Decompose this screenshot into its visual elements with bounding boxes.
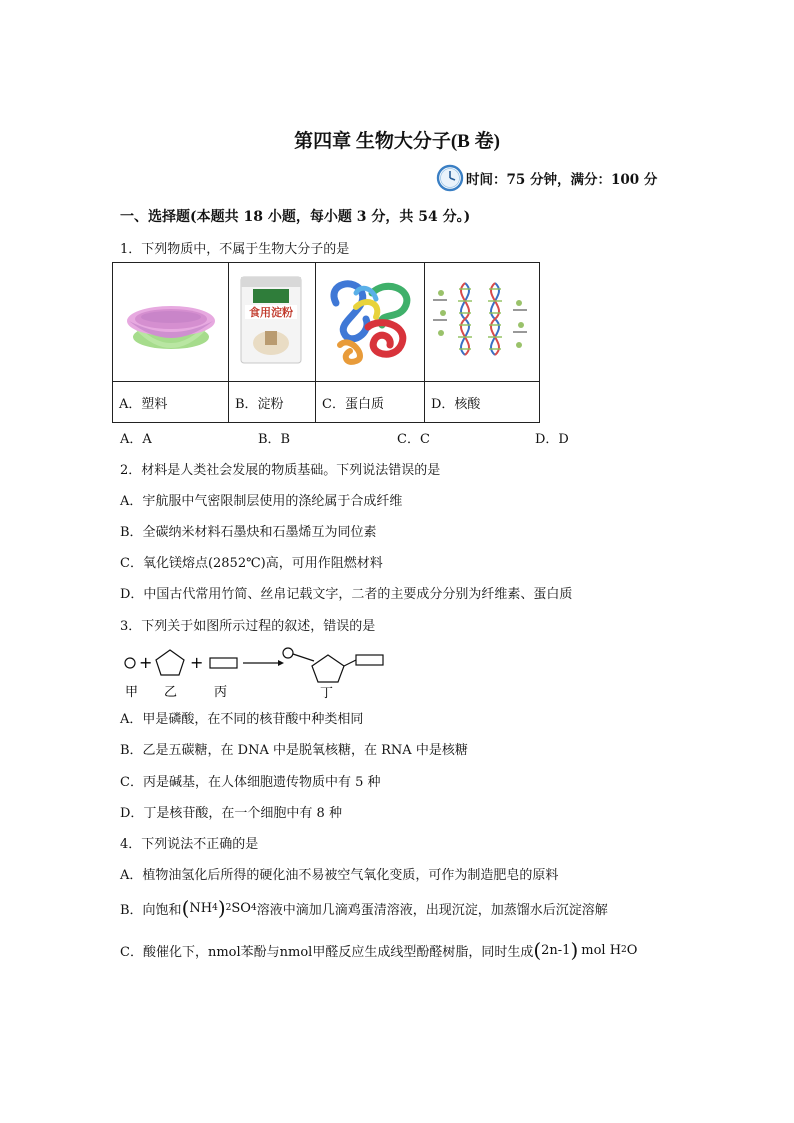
q2-option-d: D．中国古代常用竹简、丝帛记载文字，二者的主要成分分别为纤维素、蛋白质	[120, 587, 573, 602]
paren: (	[533, 938, 542, 962]
q1-cell-d: D．核酸	[425, 382, 540, 423]
q1-option-b: B．B	[258, 432, 291, 447]
pentose-pentagon	[156, 650, 184, 675]
paren: (	[181, 896, 190, 920]
q1-cell-a: A．塑料	[113, 382, 229, 423]
base-rectangle	[210, 658, 237, 668]
paren: )	[570, 938, 579, 962]
label-jia: 甲	[125, 685, 139, 700]
q3-option-a: A．甲是磷酸，在不同的核苷酸中种类相同	[120, 712, 364, 727]
q2-option-b: B．全碳纳米材料石墨炔和石墨烯互为同位素	[120, 525, 377, 540]
plus-sign: +	[139, 653, 153, 672]
q4-option-b-suffix: 溶液中滴加几滴鸡蛋清溶液，出现沉淀，加蒸馏水后沉淀溶解	[256, 902, 608, 918]
paren: )	[217, 896, 226, 920]
q1-option-a: A．A	[120, 432, 152, 447]
label-bing: 丙	[214, 685, 228, 700]
plastic-bowl-image	[113, 263, 229, 382]
q3-option-b: B．乙是五碳糖，在 DNA 中是脱氧核糖，在 RNA 中是核糖	[120, 743, 468, 758]
unit-text: mol H	[581, 942, 622, 958]
q3-option-c: C．丙是碱基，在人体细胞遗传物质中有 5 种	[120, 775, 381, 790]
q2-stem: 2．材料是人类社会发展的物质基础。下列说法错误的是	[120, 463, 441, 478]
formula-so: SO	[231, 900, 251, 916]
q1-option-c: C．C	[397, 432, 430, 447]
q4-option-c-prefix: C．酸催化下，nmol苯酚与nmol甲醛反应生成线型酚醛树脂，同时生成	[120, 944, 534, 960]
subscript: 4	[250, 903, 257, 913]
q3-stem: 3．下列关于如图所示过程的叙述，错误的是	[120, 619, 376, 634]
subscript: 2	[621, 945, 627, 955]
q3-option-d: D．丁是核苷酸，在一个细胞中有 8 种	[120, 806, 342, 821]
q1-option-d: D．D	[535, 432, 569, 447]
phosphate-circle	[125, 658, 135, 668]
plus-sign: +	[190, 653, 204, 672]
expression: 2n-1	[541, 942, 571, 958]
product-base	[356, 655, 383, 665]
label-ding: 丁	[320, 686, 334, 700]
q1-cell-c: C．蛋白质	[316, 382, 425, 423]
formula-o: O	[626, 942, 638, 958]
time-info-text: 时间：75 分钟，满分：100 分	[466, 172, 658, 188]
q4-option-b	[120, 898, 608, 918]
q4-stem: 4．下列说法不正确的是	[120, 837, 259, 852]
q4-option-a: A．植物油氢化后所得的硬化油不易被空气氧化变质，可作为制造肥皂的原料	[120, 868, 559, 883]
bond-line	[293, 654, 314, 661]
section-heading: 一、选择题(本题共 18 小题，每小题 3 分，共 54 分。)	[120, 209, 471, 225]
product-phosphate	[283, 648, 293, 658]
subscript: 2	[225, 903, 232, 913]
nucleotide-diagram	[118, 644, 398, 700]
subscript: 4	[212, 903, 218, 913]
clock-icon	[436, 164, 464, 192]
q1-option-table	[112, 262, 540, 423]
q1-cell-b: B．淀粉	[229, 382, 316, 423]
q4-option-c	[120, 940, 637, 960]
page-title: 第四章 生物大分子(B 卷)	[294, 131, 500, 152]
q4-option-b-prefix: B．向饱和	[120, 902, 182, 918]
bond-line	[344, 660, 356, 666]
arrow-head	[278, 660, 284, 666]
q2-option-c: C．氧化镁熔点(2852℃)高，可用作阻燃材料	[120, 556, 383, 571]
protein-structure-image	[316, 263, 425, 382]
label-yi: 乙	[164, 685, 178, 700]
q2-option-a: A．宇航服中气密限制层使用的涤纶属于合成纤维	[120, 494, 403, 509]
dna-helix-image	[425, 263, 540, 382]
starch-bag-label: 食用淀粉	[249, 306, 293, 319]
formula-nh: NH	[189, 900, 213, 916]
product-pentose	[312, 655, 344, 682]
q1-stem: 1．下列物质中，不属于生物大分子的是	[120, 242, 350, 257]
starch-bag-image	[229, 263, 316, 382]
time-info	[436, 164, 657, 192]
